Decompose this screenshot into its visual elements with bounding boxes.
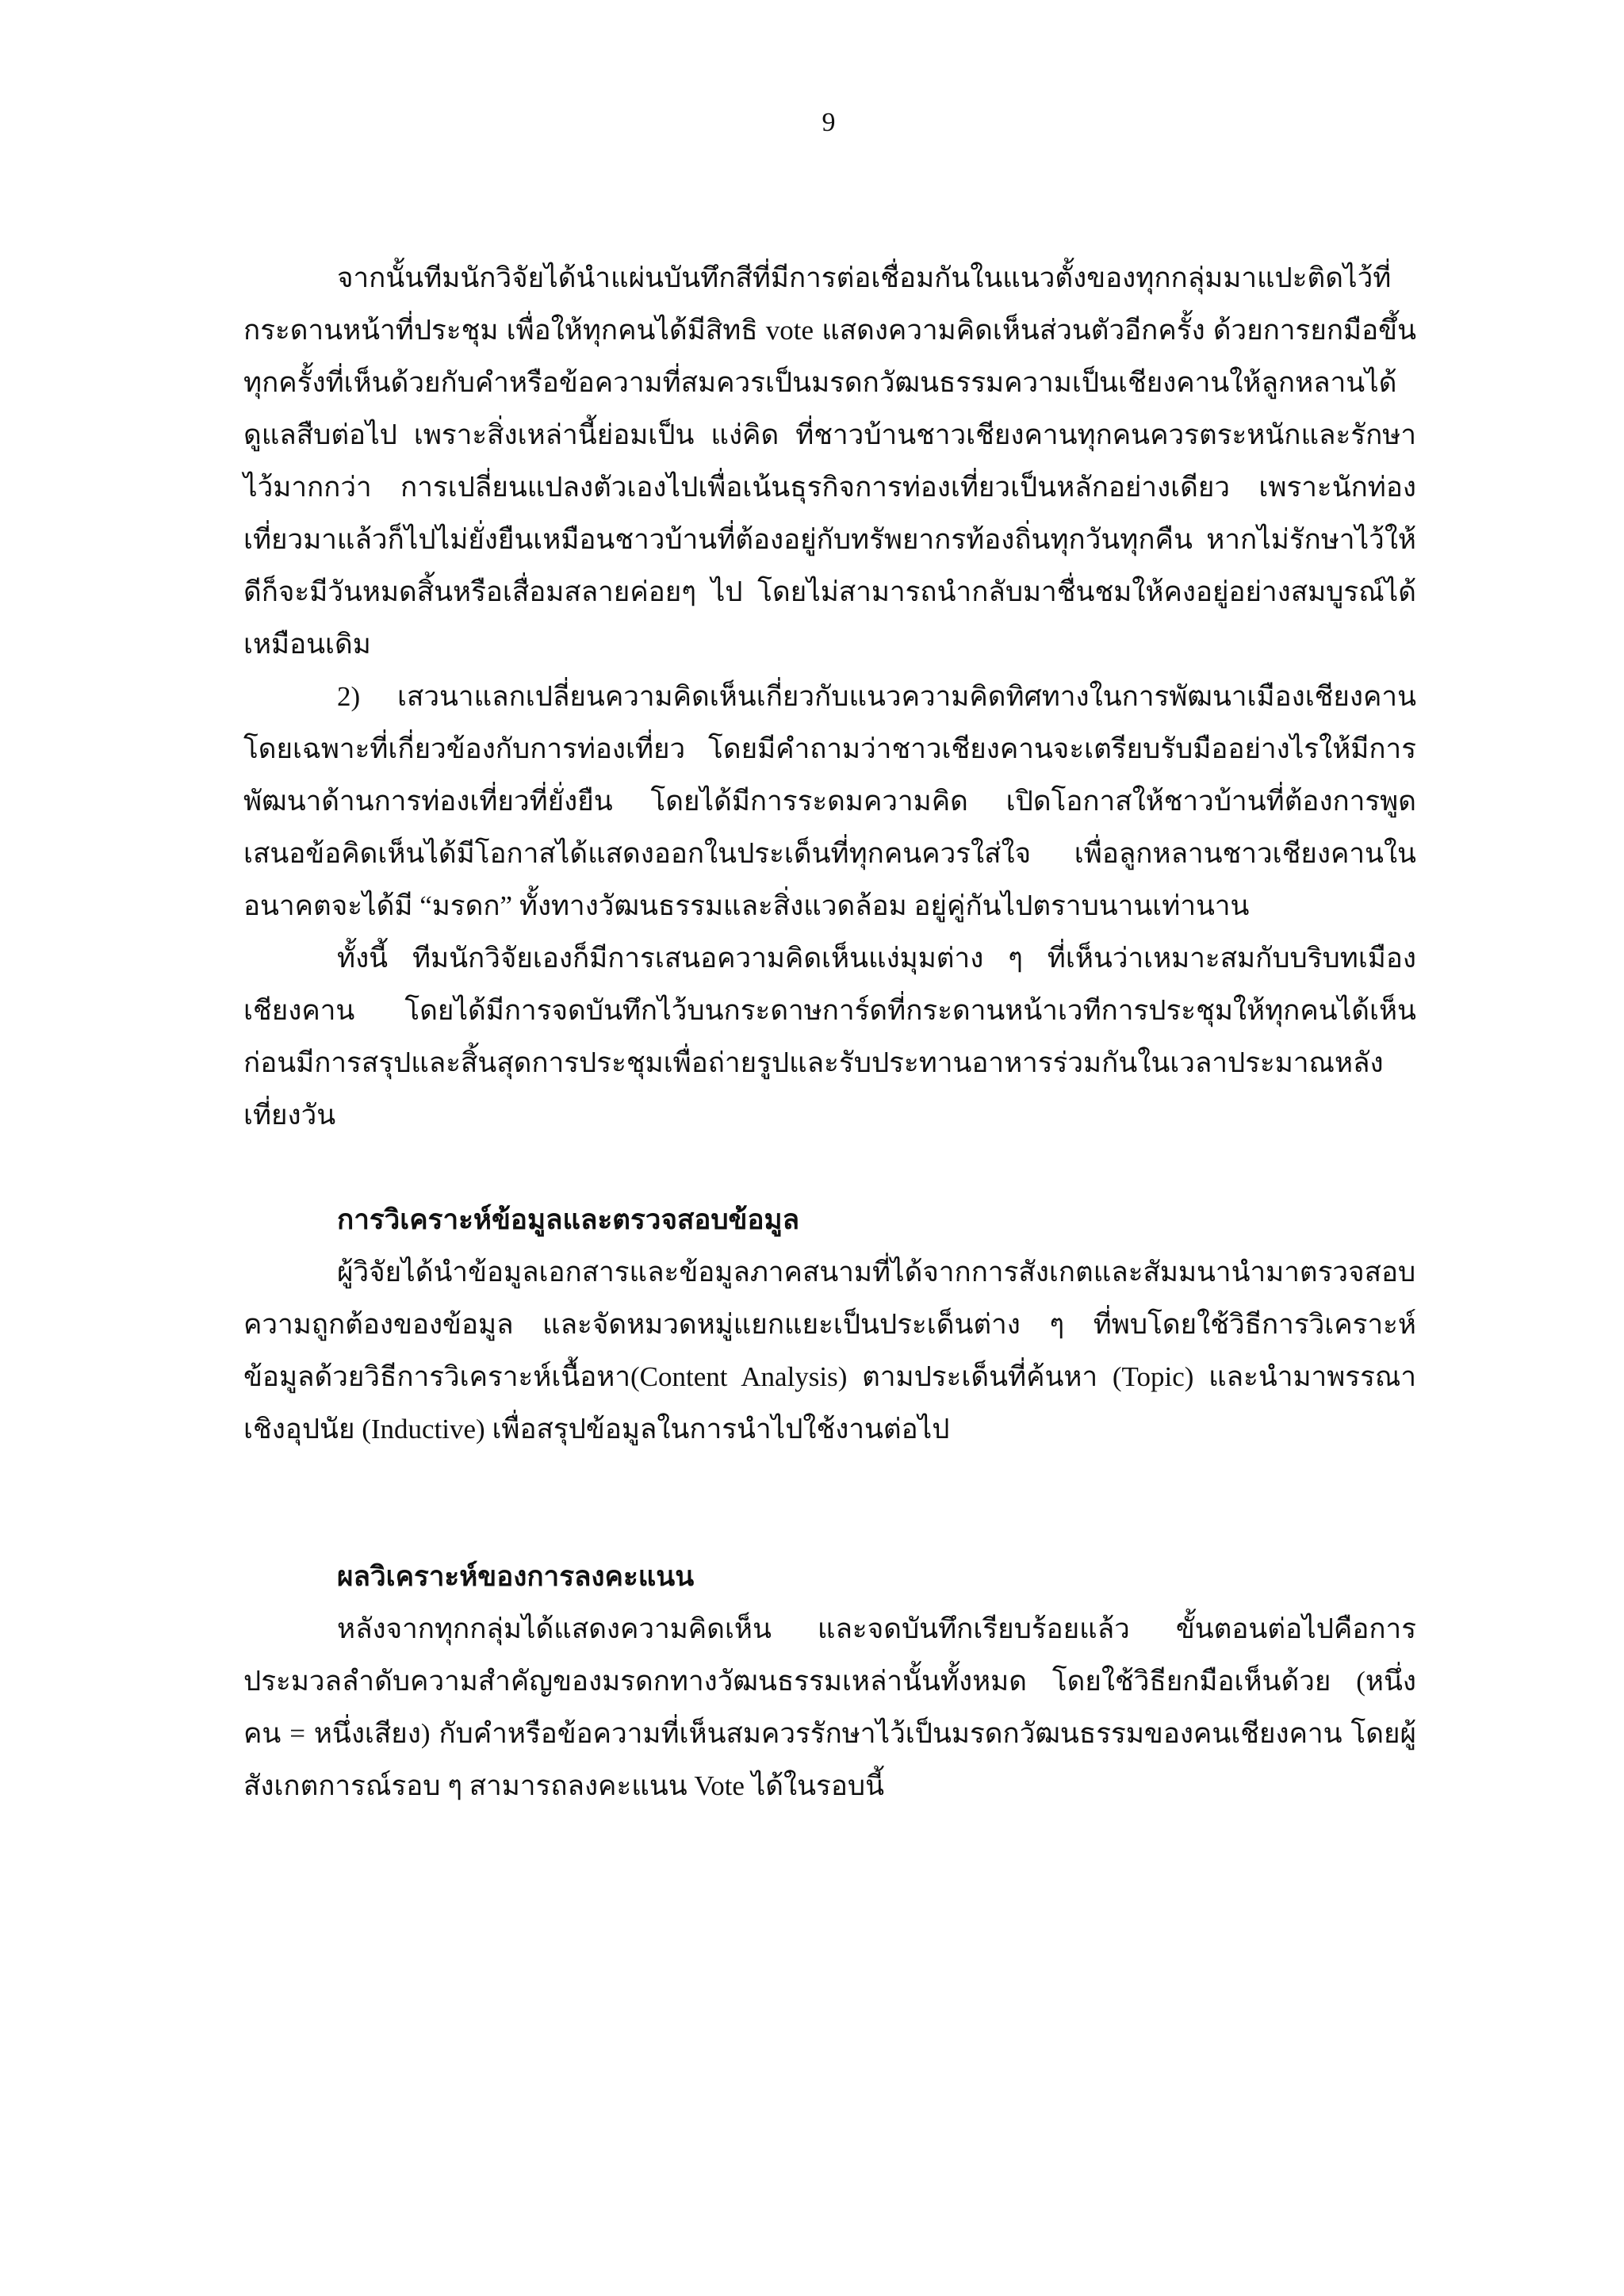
heading-vote-results: ผลวิเคราะห์ของการลงคะแนน [337,1561,695,1592]
page-number: 9 [822,108,836,137]
section-spacer [243,1456,1416,1551]
paragraph-voting-process: จากนั้นทีมนักวิจัยได้นำแผ่นบันทึกสีที่มีการต่อเชื่อมกันในแนวตั้งของทุกกลุ่มมาแปะติดไว้ที่กระดานหน้าที่ประชุม เพื่อให้ทุกคนได้มีสิทธิ vote แสดงความคิดเห็นส่วนตัวอีกครั้ง ด้วยการยกมือขึ้นทุกครั้งที่เห็นด้วยกับคำหรือข้อความที่สมควรเป็นมรดกวัฒนธรรมความเป็นเชียงคานให้ลูกหลานได้ดูแลสืบต่อไป เพราะสิ่งเหล่านี้ย่อมเป็น แง่คิด ที่ชาวบ้านชาวเชียงคานทุกคนควรตระหนักและรักษาไว้มากกว่า การเปลี่ยนแปลงตัวเองไปเพื่อเน้นธุรกิจการท่องเที่ยวเป็นหลักอย่างเดียว เพราะนักท่องเที่ยวมาแล้วก็ไปไม่ยั่งยืนเหมือนชาวบ้านที่ต้องอยู่กับทรัพยากรท้องถิ่นทุกวันทุกคืน หากไม่รักษาไว้ให้ดีก็จะมีวันหมดสิ้นหรือเสื่อมสลายค่อยๆ ไป โดยไม่สามารถนำกลับมาชื่นชมให้คงอยู่อย่างสมบูรณ์ได้เหมือนเดิม [243,262,1416,660]
section-spacer [243,1142,1416,1194]
paragraph-discussion: 2) เสวนาแลกเปลี่ยนความคิดเห็นเกี่ยวกับแนวความคิดทิศทางในการพัฒนาเมืองเชียงคาน โดยเฉพาะที่เกี่ยวข้องกับการท่องเที่ยว โดยมีคำถามว่าชาวเชียงคานจะเตรียบรับมืออย่างไรให้มีการพัฒนาด้านการท่องเที่ยวที่ยั่งยืน โดยได้มีการระดมความคิด เปิดโอกาสให้ชาวบ้านที่ต้องการพูดเสนอข้อคิดเห็นได้มีโอกาสได้แสดงออกในประเด็นที่ทุกคนควรใส่ใจ เพื่อลูกหลานชาวเชียงคานในอนาคตจะได้มี “มรดก” ทั้งทางวัฒนธรรมและสิ่งแวดล้อม อยู่คู่กันไปตราบนานเท่านาน [243,681,1416,921]
document-body [243,252,1416,1812]
paragraph-vote-results: หลังจากทุกกลุ่มได้แสดงความคิดเห็น และจดบันทึกเรียบร้อยแล้ว ขั้นตอนต่อไปคือการประมวลลำดับความสำคัญของมรดกทางวัฒนธรรมเหล่านั้นทั้งหมด โดยใช้วิธียกมือเห็นด้วย (หนึ่งคน = หนึ่งเสียง) กับคำหรือข้อความที่เห็นสมควรรักษาไว้เป็นมรดกวัฒนธรรมของคนเชียงคาน โดยผู้สังเกตการณ์รอบ ๆ สามารถลงคะแนน Vote ได้ในรอบนี้ [243,1613,1416,1801]
heading-data-analysis: การวิเคราะห์ข้อมูลและตรวจสอบข้อมูล [337,1204,800,1235]
paragraph-data-analysis: ผู้วิจัยได้นำข้อมูลเอกสารและข้อมูลภาคสนามที่ได้จากการสังเกตและสัมมนานำมาตรวจสอบความถูกต้องของข้อมูล และจัดหมวดหมู่แยกแยะเป็นประเด็นต่าง ๆ ที่พบโดยใช้วิธีการวิเคราะห์ข้อมูลด้วยวิธีการวิเคราะห์เนื้อหา(Content Analysis) ตามประเด็นที่ค้นหา (Topic) และนำมาพรรณาเชิงอุปนัย (Inductive) เพื่อสรุปข้อมูลในการนำไปใช้งานต่อไป [243,1257,1416,1445]
paragraph-research-team: ทั้งนี้ ทีมนักวิจัยเองก็มีการเสนอความคิดเห็นแง่มุมต่าง ๆ ที่เห็นว่าเหมาะสมกับบริบทเมืองเชียงคาน โดยได้มีการจดบันทึกไว้บนกระดาษการ์ดที่กระดานหน้าเวทีการประชุมให้ทุกคนได้เห็นก่อนมีการสรุปและสิ้นสุดการประชุมเพื่อถ่ายรูปและรับประทานอาหารร่วมกันในเวลาประมาณหลังเที่ยงวัน [243,943,1416,1131]
